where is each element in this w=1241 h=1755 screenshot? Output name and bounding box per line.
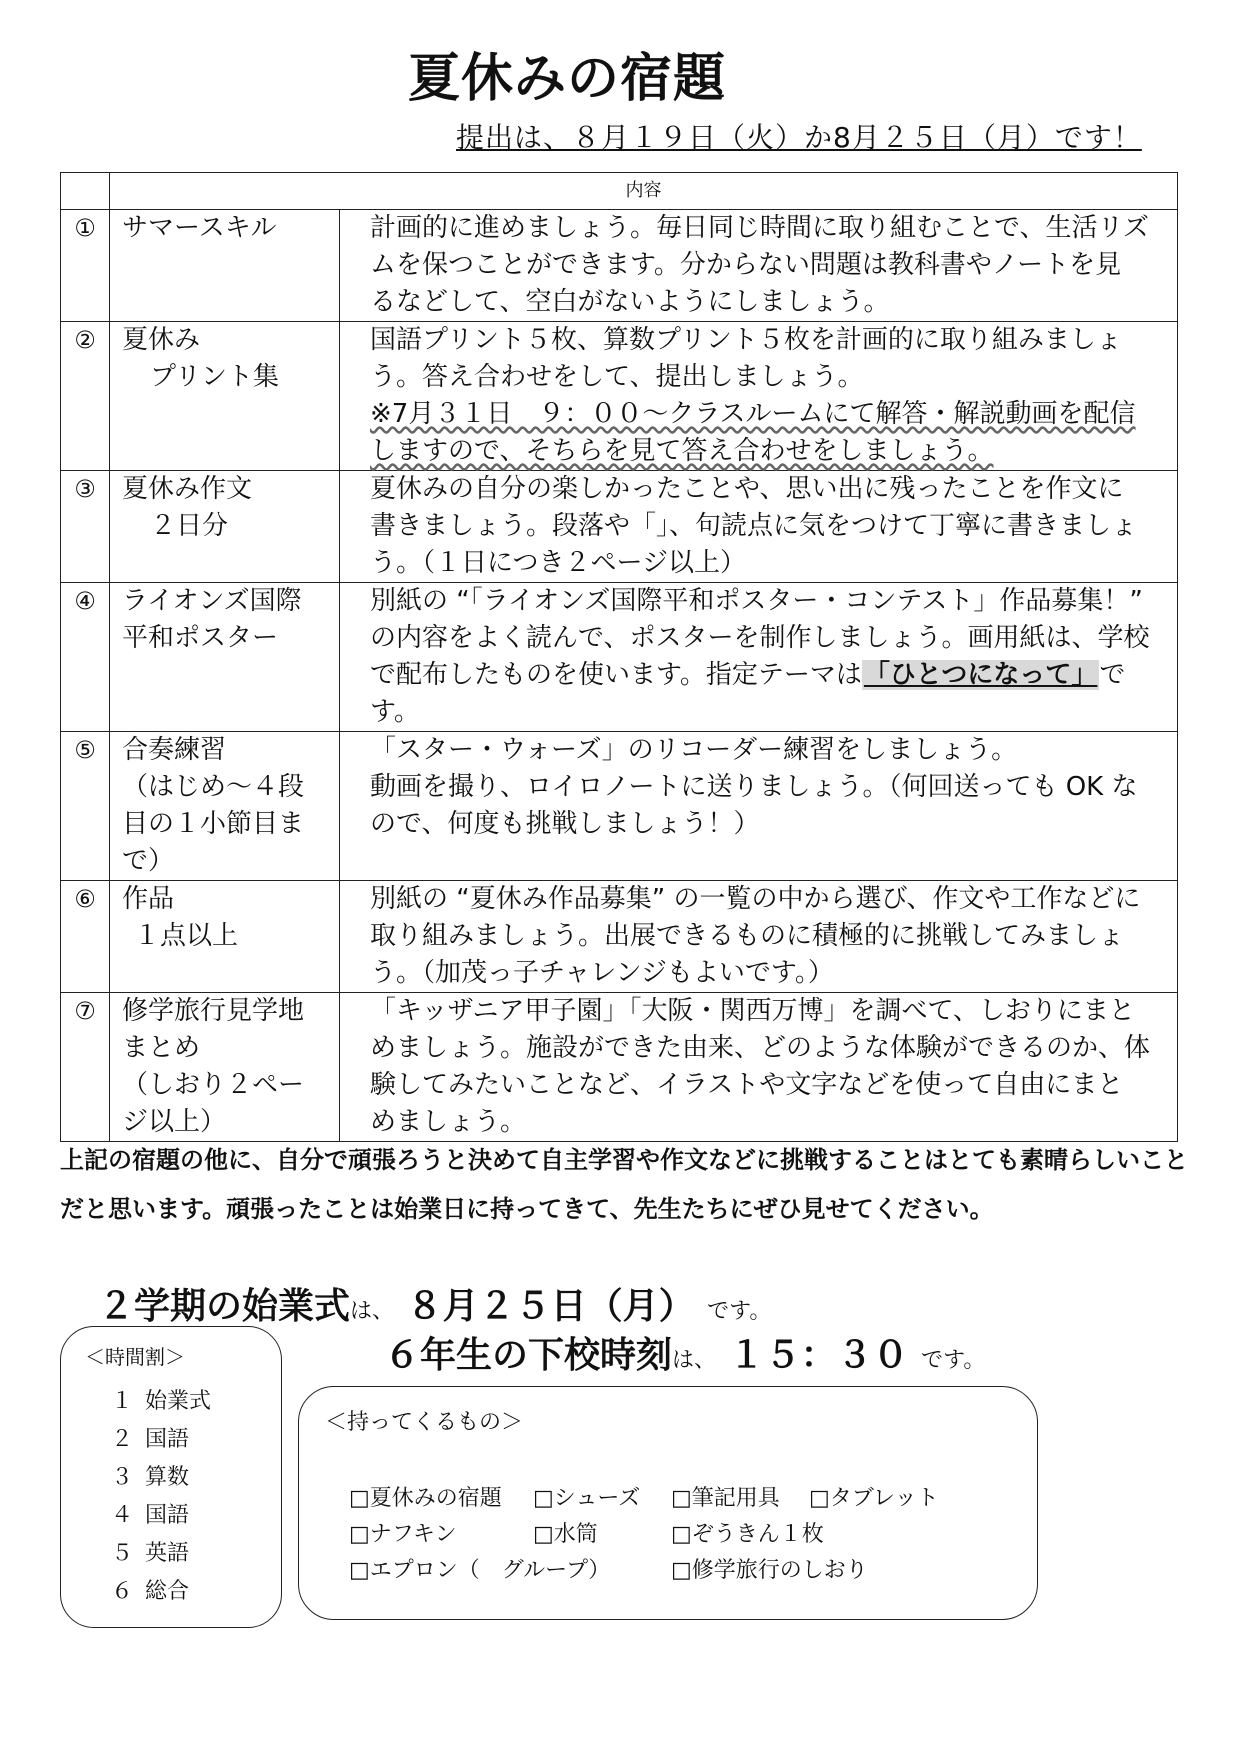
name-line: 目の１小節目ま	[122, 809, 305, 839]
page-title: 夏休みの宿題	[408, 49, 727, 109]
opening-date: ８月２５日（月）	[406, 1286, 695, 1327]
belonging-item: □ぞうきん１枚	[671, 1522, 824, 1547]
table-header-content: 内容	[110, 173, 1178, 210]
assignment-name	[110, 583, 340, 732]
opening-wa: は、	[350, 1299, 395, 1324]
name-line: 合奏練習	[122, 735, 227, 765]
name-line: 作品	[122, 884, 175, 914]
timetable-period	[111, 1535, 211, 1573]
table-row	[61, 471, 1178, 583]
period-number: １	[111, 1389, 134, 1414]
desc-line: 「スター・ウォーズ」のリコーダー練習をしましょう。	[370, 735, 1018, 765]
timetable-title: ＜時間割＞	[85, 1345, 185, 1369]
belongings-title: ＜持ってくるもの＞	[325, 1410, 524, 1435]
timetable-period	[111, 1459, 211, 1497]
opening-desu: です。	[707, 1299, 772, 1324]
period-subject: 英語	[145, 1541, 190, 1566]
answer-video-note: ※7月３１日 ９：００～クラスルームにて解答・解説動画を配信	[370, 399, 1136, 429]
desc-line: ムを保つことができます。分からない問題は教科書やノートを見	[370, 250, 1122, 280]
name-line: （しおり２ペー	[122, 1070, 305, 1100]
theme-highlight: 「ひとつになって」	[863, 660, 1098, 690]
desc-line: 験してみたいことなど、イラストや文字などを使って自由にまと	[370, 1070, 1124, 1100]
belonging-item: □夏休みの宿題	[349, 1486, 502, 1511]
belonging-item: □修学旅行のしおり	[671, 1558, 868, 1583]
deadline-note: 提出は、８月１９日（火）か8月２５日（月）です！	[456, 121, 1142, 154]
assignment-name	[110, 881, 340, 993]
period-number: ３	[111, 1465, 134, 1490]
desc-line: 別紙の “「ライオンズ国際平和ポスター・コンテスト」作品募集！”	[370, 586, 1143, 616]
belonging-item: □エプロン（ グループ）	[349, 1558, 611, 1583]
period-number: ２	[111, 1427, 134, 1452]
assignment-description	[340, 583, 1178, 732]
answer-video-note: しますので、そちらを見て答え合わせをしましょう。	[370, 436, 994, 466]
belonging-item: □タブレット	[809, 1486, 939, 1511]
name-line: ２日分	[150, 511, 229, 541]
period-subject: 総合	[145, 1579, 190, 1604]
name-line: 平和ポスター	[122, 623, 279, 653]
desc-note-line	[370, 433, 1169, 470]
desc-note-line	[370, 396, 1169, 433]
name-line: プリント集	[150, 362, 279, 392]
assignment-name	[110, 732, 340, 881]
desc-line: 夏休みの自分の楽しかったことや、思い出に残ったことを作文に	[370, 474, 1124, 504]
timetable-list	[111, 1383, 211, 1611]
desc-line: 書きましょう。段落や「」、句読点に気をつけて丁寧に書きましょ	[370, 511, 1138, 541]
desc-line: う。答え合わせをして、提出しましょう。	[370, 362, 864, 392]
desc-line	[370, 657, 1169, 731]
name-line: ジ以上）	[122, 1107, 227, 1137]
row-number: ③	[61, 471, 110, 583]
timetable-box	[60, 1326, 282, 1628]
timetable-period	[111, 1383, 211, 1421]
assignment-description	[340, 993, 1178, 1142]
period-subject: 算数	[145, 1465, 190, 1490]
row-number: ⑤	[61, 732, 110, 881]
period-subject: 始業式	[145, 1389, 212, 1414]
assignment-description	[340, 881, 1178, 993]
row-number: ⑦	[61, 993, 110, 1142]
row-number: ⑥	[61, 881, 110, 993]
dismissal-label: ６年生の下校時刻	[384, 1335, 673, 1376]
dismissal-desu: です。	[921, 1348, 986, 1373]
row-number: ②	[61, 322, 110, 471]
table-header-row	[61, 173, 1178, 210]
desc-text: で配布したものを使います。指定テーマは	[370, 660, 862, 690]
desc-line: う。（加茂っ子チャレンジもよいです。）	[370, 958, 834, 988]
name-line: 夏休み作文	[122, 474, 253, 504]
name-line: サマースキル	[122, 213, 277, 243]
name-line: （はじめ～４段	[122, 772, 305, 802]
desc-line: の内容をよく読んで、ポスターを制作しましょう。画用紙は、学校	[370, 623, 1150, 653]
desc-line: 別紙の “夏休み作品募集” の一覧の中から選び、作文や工作などに	[370, 884, 1141, 914]
encouragement-paragraph: 上記の宿題の他に、自分で頑張ろうと決めて自主学習や作文などに挑戦することはとても素晴らしいことだと思います。頑張ったことは始業日に持ってきて、先生たちにぜひ見せてください。	[60, 1146, 1188, 1223]
belonging-item: □ナフキン	[349, 1522, 457, 1547]
table-row	[61, 881, 1178, 993]
assignment-description	[340, 210, 1178, 322]
name-line: １点以上	[134, 921, 239, 951]
table-row	[61, 210, 1178, 322]
desc-line: 「キッザニア甲子園」「大阪・関西万博」を調べて、しおりにまと	[370, 996, 1135, 1026]
period-number: ５	[111, 1541, 134, 1566]
belonging-item: □シューズ	[533, 1486, 641, 1511]
table-row	[61, 732, 1178, 881]
table-row	[61, 322, 1178, 471]
assignment-name	[110, 322, 340, 471]
period-subject: 国語	[145, 1503, 190, 1528]
name-line: まとめ	[122, 1033, 201, 1063]
dismissal-wa: は、	[672, 1348, 717, 1373]
desc-line: るなどして、空白がないようにしましょう。	[370, 287, 890, 317]
dismissal-time: １５：３０	[728, 1335, 909, 1376]
period-subject: 国語	[145, 1427, 190, 1452]
assignment-name	[110, 993, 340, 1142]
name-line: 夏休み	[122, 325, 201, 355]
assignment-description	[340, 732, 1178, 881]
table-row	[61, 583, 1178, 732]
homework-table	[60, 172, 1178, 1142]
period-number: ６	[111, 1579, 134, 1604]
timetable-period	[111, 1497, 211, 1535]
opening-ceremony-line	[98, 1278, 771, 1329]
dismissal-time-line	[384, 1327, 985, 1378]
desc-line: 動画を撮り、ロイロノートに送りましょう。（何回送っても OK な	[370, 772, 1138, 802]
opening-label: ２学期の始業式	[98, 1286, 351, 1327]
table-header-blank	[61, 173, 110, 210]
desc-line: 取り組みましょう。出展できるものに積極的に挑戦してみましょ	[370, 921, 1125, 951]
period-number: ４	[111, 1503, 134, 1528]
desc-line: う。（１日につき２ページ以上）	[370, 548, 746, 578]
row-number: ①	[61, 210, 110, 322]
row-number: ④	[61, 583, 110, 732]
belonging-item: □筆記用具	[671, 1486, 780, 1511]
timetable-period	[111, 1573, 211, 1611]
desc-text: です。	[370, 660, 1126, 727]
timetable-period	[111, 1421, 211, 1459]
assignment-description	[340, 322, 1178, 471]
assignment-name	[110, 210, 340, 322]
assignment-name	[110, 471, 340, 583]
desc-line: 国語プリント５枚、算数プリント５枚を計画的に取り組みましょ	[370, 325, 1122, 355]
name-line: ライオンズ国際	[122, 586, 302, 616]
desc-line: めましょう。	[370, 1107, 527, 1137]
desc-line: 計画的に進めましょう。毎日同じ時間に取り組むことで、生活リズ	[370, 213, 1149, 243]
belongings-box	[298, 1386, 1038, 1620]
desc-line: めましょう。施設ができた由来、どのような体験ができるのか、体	[370, 1033, 1151, 1063]
table-row	[61, 993, 1178, 1142]
name-line: 修学旅行見学地	[122, 996, 305, 1026]
assignment-description	[340, 471, 1178, 583]
desc-line: ので、何度も挑戦しましょう！）	[370, 809, 760, 839]
name-line: で）	[122, 846, 175, 876]
belonging-item: □水筒	[533, 1522, 598, 1547]
